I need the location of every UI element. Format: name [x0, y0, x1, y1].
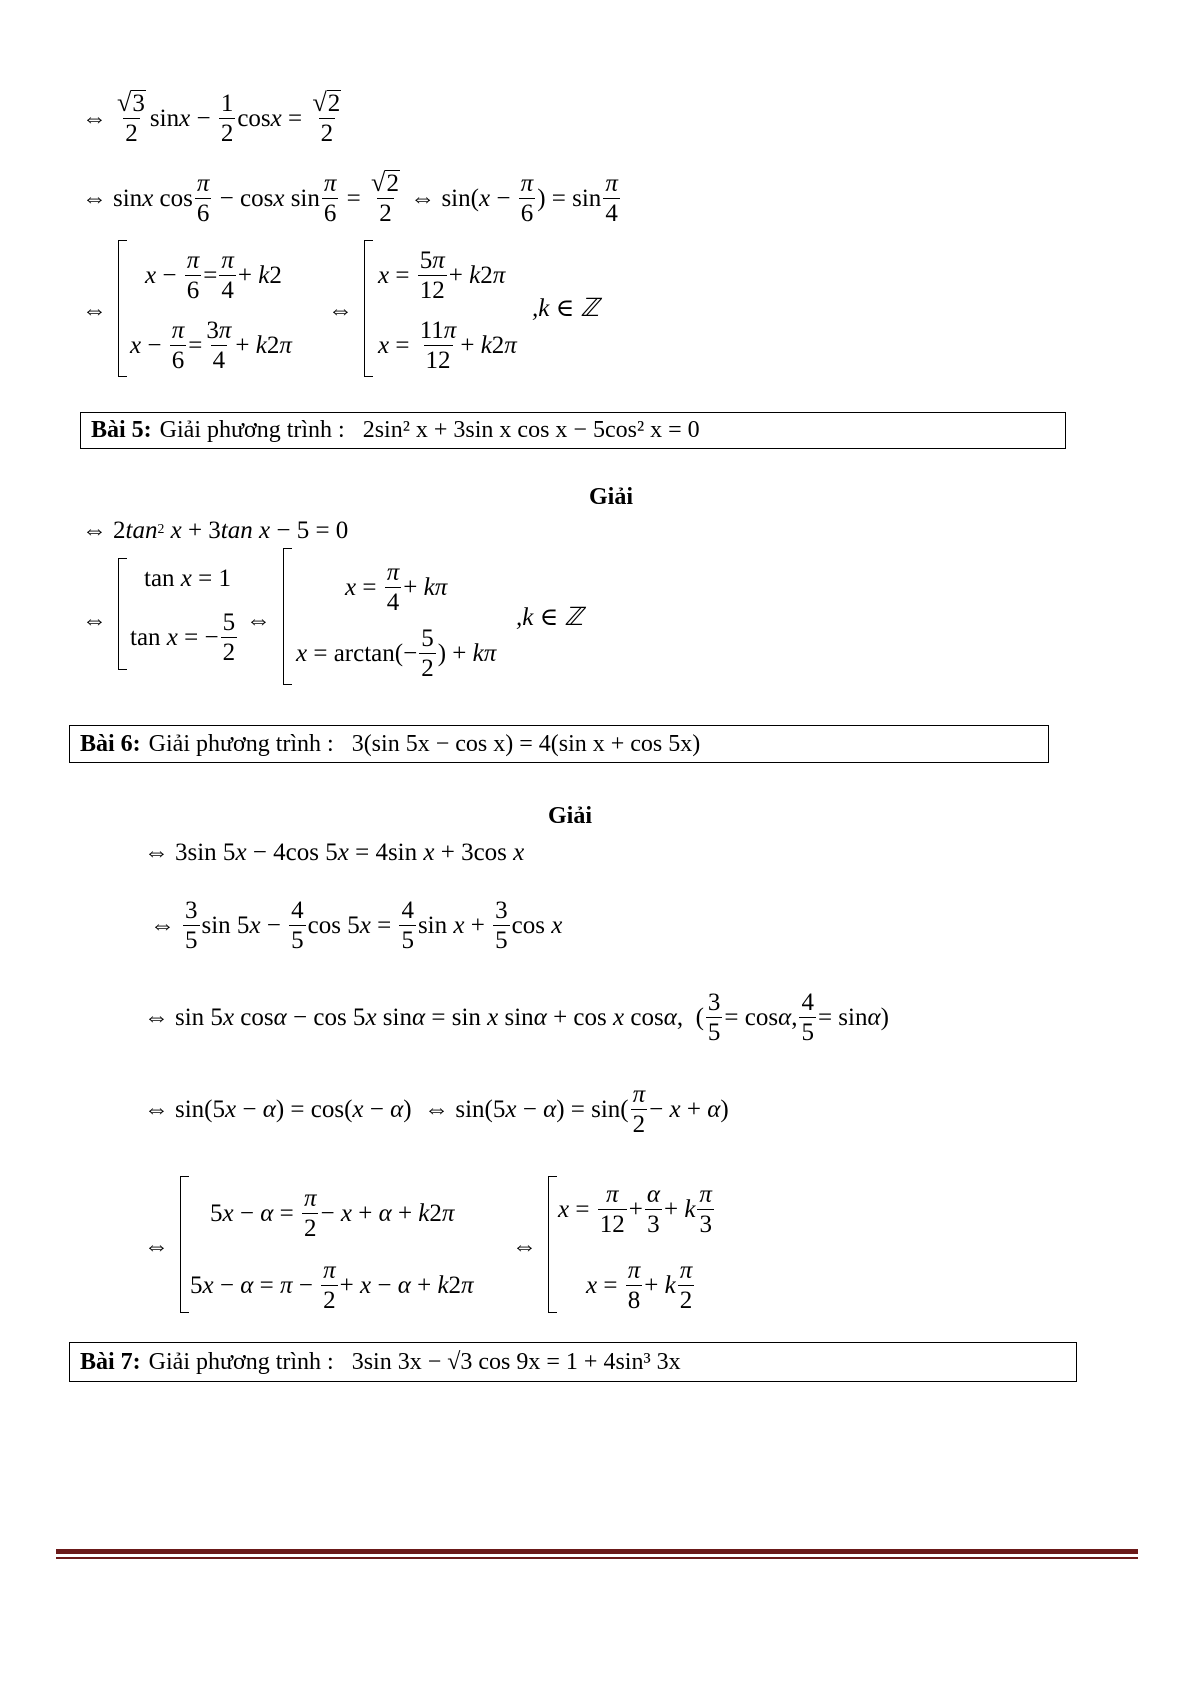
exercise-6-box [69, 725, 1049, 763]
solution-3-row-2: x = $\frac{\pi}{8}$ + k $\frac{\pi}{2}$ [586, 1257, 693, 1314]
solution-2-row-2: x = arctan(− $\frac{5}{2}$ ) + k π [296, 625, 497, 682]
solution-1-row-1: x = $\frac{5\pi}{12}$ + k 2 π [378, 247, 506, 304]
k-in-Z: ,k ∈ ℤ [532, 295, 599, 322]
equation-line-4: ⇔ 3sin 5 x − 4cos 5 x = 4sin x + 3cos x [144, 839, 525, 866]
system-1-row-1: x − $\frac{\pi}{6}$ = $\frac{\pi}{4}$ + k 2 [145, 247, 282, 304]
system-3-row-2: 5 x − α = π − $\frac{\pi}{2}$ + x − α + k 2 π [190, 1257, 474, 1314]
exercise-equation: 2sin² x + 3sin x cos x − 5cos² x = 0 [362, 417, 700, 443]
system-2-row-2: tan x = − $\frac{5}{2}$ [130, 609, 236, 666]
solution-1-row-2: x = $\frac{11\pi}{12}$ + k 2 π [378, 317, 517, 374]
exercise-title: Giải phương trình : [148, 730, 334, 757]
system-2-row-1: tan x = 1 [144, 565, 232, 592]
equivalence-arrow: ⇔ [512, 1233, 537, 1260]
exercise-title: Giải phương trình : [159, 417, 345, 443]
equation-line-6: ⇔ sin 5 x cos α − cos 5 x sin α = sin x sin α + cos x cos α , ( $\frac{3}{5}$ = cos α , $\frac{4}{5}$ = sin α ) [144, 989, 889, 1046]
solution-3-row-1: x = $\frac{\pi}{12}$ + $\frac{\alpha}{3}$ + k $\frac{\pi}{3}$ [558, 1181, 712, 1238]
equation-line-5: ⇔ $\frac{3}{5}$ sin 5 x − $\frac{4}{5}$ cos 5 x = $\frac{4}{5}$ sin x + $\frac{3}{5}$ cos x [150, 897, 563, 954]
system-bracket [118, 558, 127, 670]
solution-heading: Giải [548, 803, 593, 829]
exercise-equation: 3sin 3x − √3 cos 9x = 1 + 4sin³ 3x [351, 1348, 681, 1375]
system-bracket [118, 240, 127, 377]
exercise-label: Bài 5: [91, 417, 152, 443]
system-bracket [180, 1176, 189, 1313]
equation-line-3: ⇔ 2 tan 2 x + 3 tan x − 5 = 0 [82, 517, 349, 544]
footer-rule-thin [56, 1557, 1138, 1559]
system-bracket [364, 240, 373, 377]
system-3-row-1: 5 x − α = $\frac{\pi}{2}$ − x + α + k 2 π [210, 1185, 455, 1242]
equivalence-arrow: ⇔ [82, 297, 107, 324]
equivalence-arrow: ⇔ [82, 184, 107, 212]
exercise-equation: 3(sin 5x − cos x) = 4(sin x + cos 5x) [351, 730, 701, 757]
exercise-5-box [80, 412, 1066, 449]
equivalence-arrow: ⇔ [328, 297, 353, 324]
exercise-label: Bài 7: [80, 1348, 141, 1375]
footer-rule-thick [56, 1549, 1138, 1554]
equation-line-1: ⇔ √ 3 2 sin x − $\frac{1}{2}$ cos x = √ 2 2 [82, 88, 341, 148]
system-bracket [548, 1176, 557, 1313]
solution-heading: Giải [589, 484, 634, 510]
equivalence-arrow: ⇔ [246, 607, 271, 634]
equation-line-7: ⇔ sin(5 x − α ) = cos( x − α ) ⇔ sin(5 x − α ) = sin( $\frac{\pi}{2}$ − x + α ) [144, 1081, 729, 1138]
solution-2-row-1: x = $\frac{\pi}{4}$ + k π [345, 559, 448, 616]
equivalence-arrow: ⇔ [144, 1233, 169, 1260]
exercise-label: Bài 6: [80, 730, 141, 757]
exercise-title: Giải phương trình : [148, 1348, 334, 1375]
equivalence-arrow: ⇔ [82, 607, 107, 634]
exercise-7-box [69, 1342, 1077, 1382]
equation-line-2: ⇔ sin x cos $\frac{\pi}{6}$ − cos x sin $\frac{\pi}{6}$ = √ 2 2 ⇔ sin( x − $\frac{\pi}{6}$ ) = sin $\frac{\pi}{4}$ [82, 168, 618, 228]
system-1-row-2: x − $\frac{\pi}{6}$ = $\frac{3\pi}{4}$ + k 2 π [130, 317, 292, 374]
k-in-Z: ,k ∈ ℤ [516, 604, 583, 631]
system-bracket [283, 548, 292, 685]
equivalence-arrow: ⇔ [82, 104, 107, 132]
